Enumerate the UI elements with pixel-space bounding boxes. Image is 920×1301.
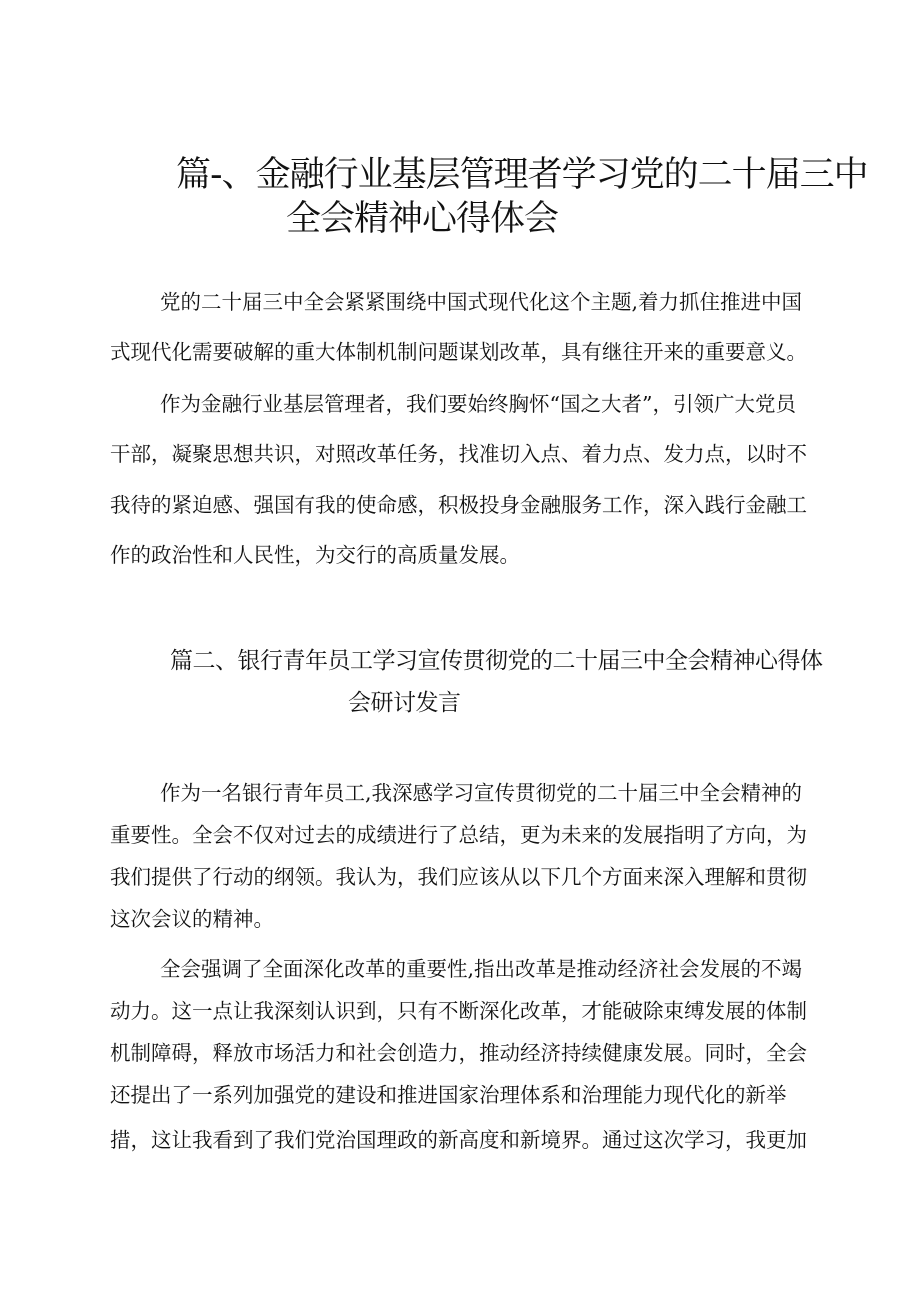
section2-para2-line4: 还提出了一系列加强党的建设和推进国家治理体系和治理能力现代化的新举 [110,1083,787,1107]
section1-para2-line1: 作为金融行业基层管理者，我们要始终胸怀“国之大者”，引领广大党员 [160,392,796,416]
section1-para1-line2: 式现代化需要破解的重大体制机制问题谋划改革，具有继往开来的重要意义。 [110,340,807,364]
section2-para2-line3: 机制障碍，释放市场活力和社会创造力，推动经济持续健康发展。同时，全会 [110,1041,807,1065]
section1-para2-line4: 作的政治性和人民性，为交行的高质量发展。 [110,543,520,567]
section2-title-line2: 会研讨发言 [348,690,461,716]
section2-para1-line1: 作为一名银行青年员工,我深感学习宣传贯彻党的二十届三中全会精神的 [160,781,803,805]
section1-para1-line1: 党的二十届三中全会紧紧围绕中国式现代化这个主题,着力抓住推进中国 [160,290,803,314]
section2-para1-line2: 重要性。全会不仅对过去的成绩进行了总结，更为未来的发展指明了方向，为 [110,823,807,847]
section1-title-line1: 篇-、金融行业基层管理者学习党的二十届三中 [176,155,868,195]
section2-para1-line3: 我们提供了行动的纲领。我认为，我们应该从以下几个方面来深入理解和贯彻 [110,865,807,889]
section2-title-line1: 篇二、银行青年员工学习宣传贯彻党的二十届三中全会精神心得体 [170,648,823,674]
section2-para2-line5: 措，这让我看到了我们党治国理政的新高度和新境界。通过这次学习，我更加 [110,1128,807,1152]
section1-para2-line2: 干部，凝聚思想共识，对照改革任务，找准切入点、着力点、发力点，以时不 [110,442,807,466]
section2-para2-line1: 全会强调了全面深化改革的重要性,指出改革是推动经济社会发展的不竭 [160,957,803,981]
section1-para2-line3: 我待的紧迫感、强国有我的使命感，积极投身金融服务工作，深入践行金融工 [110,493,807,517]
section1-title-line2: 全会精神心得体会 [286,199,559,239]
section2-para2-line2: 动力。这一点让我深刻认识到，只有不断深化改革，才能破除束缚发展的体制 [110,999,807,1023]
section2-para1-line4: 这次会议的精神。 [110,907,274,931]
